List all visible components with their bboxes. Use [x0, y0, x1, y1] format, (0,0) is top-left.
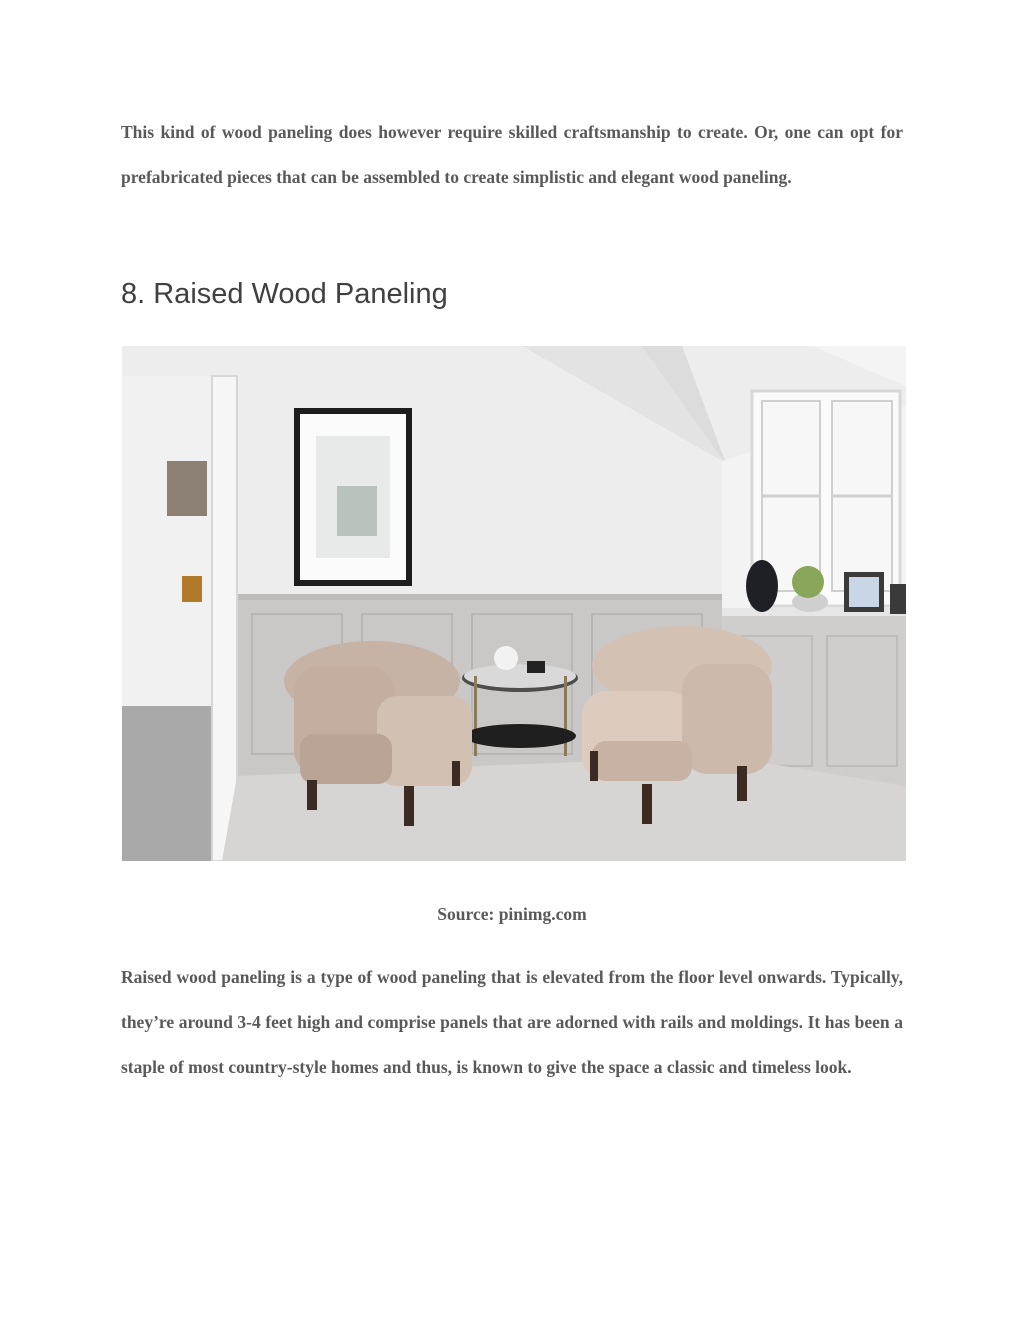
intro-paragraph: This kind of wood paneling does however require skilled craftsmanship to create. Or, one can opt for prefabricated pieces that can be assembled to create simplistic and elegant wood paneling.	[121, 122, 903, 187]
image-caption: Source: pinimg.com	[437, 904, 587, 924]
article-photo	[122, 346, 906, 861]
section-heading: 8. Raised Wood Paneling	[121, 278, 448, 310]
body-paragraph: Raised wood paneling is a type of wood paneling that is elevated from the floor level onwards. Typically, they’re around 3-4 feet high and comprise panels that are adorned with rails and moldings. It has been a staple of most country-style homes and thus, is known to give the space a classic and timeless look.	[121, 967, 903, 1077]
